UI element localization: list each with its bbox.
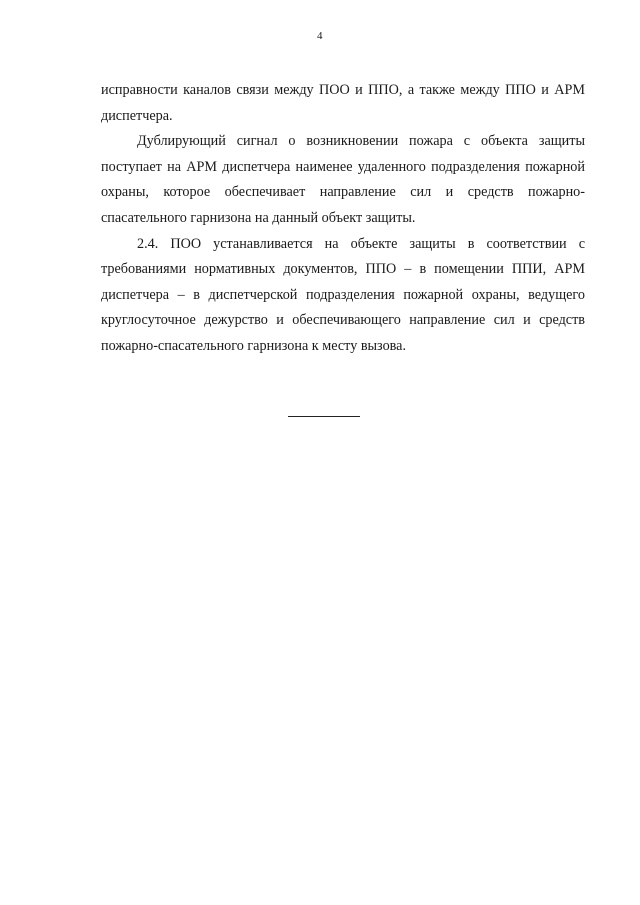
document-body <box>101 78 585 360</box>
paragraph-continuation: исправности каналов связи между ПОО и ППО, а также между ППО и АРМ диспетчера. <box>101 82 585 124</box>
paragraph-section-2-4: 2.4. ПОО устанавливается на объекте защиты в соответствии с требованиями нормативных документов, ППО – в помещении ППИ, АРМ диспетчера – в диспетчерской подразделения пожарной охраны, ведущего круглосуточное дежурство и обеспечивающего направление сил и средств пожарно-спасательного гарнизона к месту вызова. <box>101 235 585 354</box>
paragraph-duplicate-signal: Дублирующий сигнал о возникновении пожара с объекта защиты поступает на АРМ диспетчера наименее удаленного подразделения пожарной охраны, которое обеспечивает направление сил и средств пожарно-спасательного гарнизона на данный объект защиты. <box>101 133 585 226</box>
end-divider-line <box>288 416 360 417</box>
page-number: 4 <box>317 30 323 42</box>
